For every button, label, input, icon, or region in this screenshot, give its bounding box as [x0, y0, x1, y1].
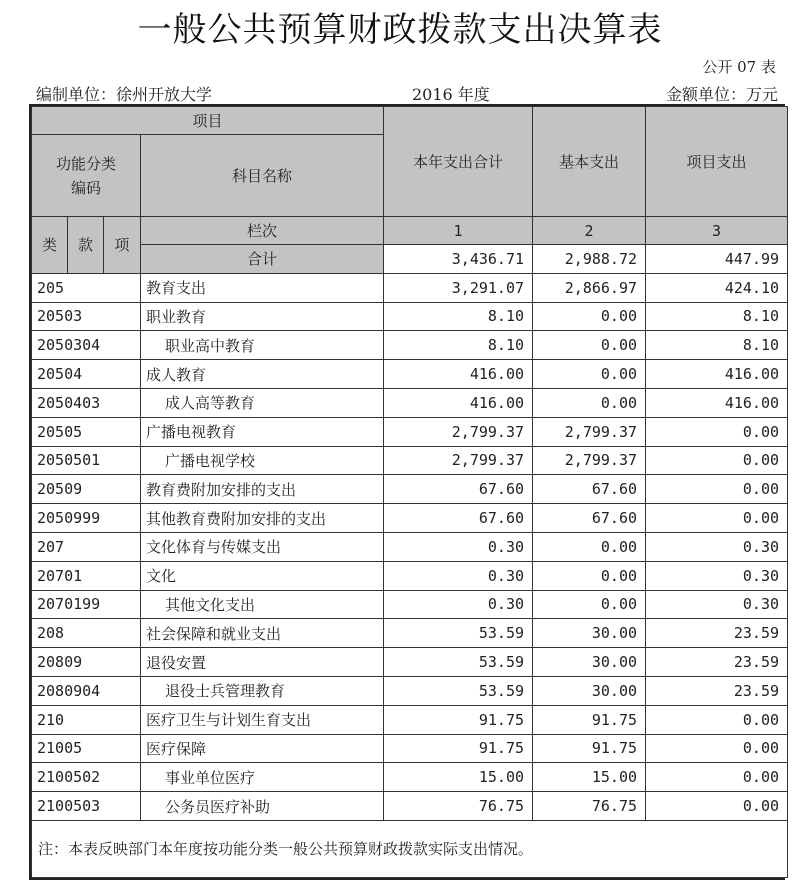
basic-amount: 67.60	[533, 504, 646, 533]
table-row	[32, 331, 788, 360]
compiling-unit: 编制单位：徐州开放大学	[36, 85, 213, 104]
basic-amount: 0.00	[533, 532, 646, 561]
total-amount: 8.10	[384, 331, 533, 360]
table-row	[32, 504, 788, 533]
table-note: 注：本表反映部门本年度按功能分类一般公共预算财政拨款实际支出情况。	[32, 820, 788, 877]
func-code: 20504	[32, 360, 141, 389]
header-section: 款	[68, 217, 104, 274]
subject-name: 其他文化支出	[141, 590, 384, 619]
project-amount: 0.00	[646, 705, 788, 734]
meta-row	[36, 82, 778, 102]
total-amount: 8.10	[384, 302, 533, 331]
basic-amount: 2,866.97	[533, 273, 646, 302]
header-col-index-label: 栏次	[141, 217, 384, 245]
subject-name: 教育费附加安排的支出	[141, 475, 384, 504]
basic-amount: 2,799.37	[533, 417, 646, 446]
total-amount: 0.30	[384, 590, 533, 619]
table-row	[32, 475, 788, 504]
grand-project: 447.99	[646, 245, 788, 274]
total-amount: 91.75	[384, 734, 533, 763]
basic-amount: 91.75	[533, 734, 646, 763]
table-row	[32, 619, 788, 648]
table-row	[32, 561, 788, 590]
table-row	[32, 417, 788, 446]
subject-name: 文化	[141, 561, 384, 590]
table-row	[32, 648, 788, 677]
func-code: 2100502	[32, 763, 141, 792]
subject-name: 其他教育费附加安排的支出	[141, 504, 384, 533]
document-title: 一般公共预算财政拨款支出决算表	[137, 10, 663, 50]
fiscal-year: 2016 年度	[412, 85, 490, 104]
func-code: 20701	[32, 561, 141, 590]
header-col-basic: 基本支出	[533, 107, 646, 217]
header-col-project: 项目支出	[646, 107, 788, 217]
func-code: 2050999	[32, 504, 141, 533]
table-number: 公开 07 表	[702, 58, 776, 76]
basic-amount: 30.00	[533, 676, 646, 705]
func-code: 21005	[32, 734, 141, 763]
func-code: 20503	[32, 302, 141, 331]
basic-amount: 67.60	[533, 475, 646, 504]
func-code: 2050403	[32, 388, 141, 417]
expenditure-table	[29, 104, 785, 880]
basic-amount: 91.75	[533, 705, 646, 734]
basic-amount: 0.00	[533, 331, 646, 360]
total-amount: 2,799.37	[384, 446, 533, 475]
basic-amount: 15.00	[533, 763, 646, 792]
header-func-code	[32, 135, 141, 217]
subject-name: 公务员医疗补助	[141, 792, 384, 821]
total-amount: 15.00	[384, 763, 533, 792]
project-amount: 0.30	[646, 532, 788, 561]
subject-name: 广播电视教育	[141, 417, 384, 446]
col-index-3: 3	[646, 217, 788, 245]
basic-amount: 76.75	[533, 792, 646, 821]
func-code: 20505	[32, 417, 141, 446]
total-amount: 53.59	[384, 648, 533, 677]
func-code: 2070199	[32, 590, 141, 619]
subject-name: 退役士兵管理教育	[141, 676, 384, 705]
table-row	[32, 792, 788, 821]
func-code: 210	[32, 705, 141, 734]
subject-name: 成人高等教育	[141, 388, 384, 417]
table-row	[32, 590, 788, 619]
currency-unit: 金额单位：万元	[665, 85, 778, 104]
basic-amount: 30.00	[533, 619, 646, 648]
total-amount: 0.30	[384, 561, 533, 590]
project-amount: 8.10	[646, 302, 788, 331]
subject-name: 教育支出	[141, 273, 384, 302]
project-amount: 0.00	[646, 446, 788, 475]
grand-total: 3,436.71	[384, 245, 533, 274]
project-amount: 23.59	[646, 676, 788, 705]
grand-basic: 2,988.72	[533, 245, 646, 274]
subject-name: 文化体育与传媒支出	[141, 532, 384, 561]
table-row	[32, 763, 788, 792]
total-amount: 53.59	[384, 619, 533, 648]
basic-amount: 0.00	[533, 360, 646, 389]
header-func-code-text: 功能分类编码	[55, 154, 116, 197]
project-amount: 23.59	[646, 648, 788, 677]
func-code: 207	[32, 532, 141, 561]
table-row	[32, 734, 788, 763]
subject-name: 职业教育	[141, 302, 384, 331]
func-code: 20809	[32, 648, 141, 677]
table-row	[32, 705, 788, 734]
total-amount: 67.60	[384, 504, 533, 533]
table-body	[32, 273, 788, 820]
func-code: 208	[32, 619, 141, 648]
project-amount: 416.00	[646, 388, 788, 417]
total-amount: 76.75	[384, 792, 533, 821]
table-row	[32, 273, 788, 302]
total-amount: 416.00	[384, 388, 533, 417]
project-amount: 0.00	[646, 763, 788, 792]
basic-amount: 0.00	[533, 590, 646, 619]
total-amount: 67.60	[384, 475, 533, 504]
project-amount: 0.30	[646, 561, 788, 590]
func-code: 20509	[32, 475, 141, 504]
func-code: 2080904	[32, 676, 141, 705]
header-item: 项目	[32, 107, 384, 135]
subject-name: 社会保障和就业支出	[141, 619, 384, 648]
total-amount: 2,799.37	[384, 417, 533, 446]
col-index-2: 2	[533, 217, 646, 245]
project-amount: 416.00	[646, 360, 788, 389]
header-col-total: 本年支出合计	[384, 107, 533, 217]
header-subject-name: 科目名称	[141, 135, 384, 217]
func-code: 2050304	[32, 331, 141, 360]
total-amount: 416.00	[384, 360, 533, 389]
header-cat: 类	[32, 217, 68, 274]
project-amount: 0.00	[646, 792, 788, 821]
basic-amount: 0.00	[533, 561, 646, 590]
project-amount: 0.00	[646, 734, 788, 763]
total-amount: 0.30	[384, 532, 533, 561]
subject-name: 广播电视学校	[141, 446, 384, 475]
project-amount: 0.30	[646, 590, 788, 619]
table-row	[32, 532, 788, 561]
col-index-1: 1	[384, 217, 533, 245]
total-amount: 91.75	[384, 705, 533, 734]
table-row	[32, 388, 788, 417]
project-amount: 0.00	[646, 475, 788, 504]
project-amount: 23.59	[646, 619, 788, 648]
subject-name: 成人教育	[141, 360, 384, 389]
project-amount: 0.00	[646, 417, 788, 446]
subject-name: 医疗卫生与计划生育支出	[141, 705, 384, 734]
table-row	[32, 676, 788, 705]
basic-amount: 2,799.37	[533, 446, 646, 475]
total-amount: 3,291.07	[384, 273, 533, 302]
table-row	[32, 302, 788, 331]
table-row	[32, 360, 788, 389]
func-code: 2050501	[32, 446, 141, 475]
func-code: 205	[32, 273, 141, 302]
subject-name: 医疗保障	[141, 734, 384, 763]
subject-name: 事业单位医疗	[141, 763, 384, 792]
basic-amount: 30.00	[533, 648, 646, 677]
header-total-label: 合计	[141, 245, 384, 274]
subject-name: 退役安置	[141, 648, 384, 677]
subject-name: 职业高中教育	[141, 331, 384, 360]
total-amount: 53.59	[384, 676, 533, 705]
project-amount: 424.10	[646, 273, 788, 302]
basic-amount: 0.00	[533, 302, 646, 331]
header-entry: 项	[104, 217, 141, 274]
project-amount: 0.00	[646, 504, 788, 533]
basic-amount: 0.00	[533, 388, 646, 417]
table-row	[32, 446, 788, 475]
func-code: 2100503	[32, 792, 141, 821]
project-amount: 8.10	[646, 331, 788, 360]
